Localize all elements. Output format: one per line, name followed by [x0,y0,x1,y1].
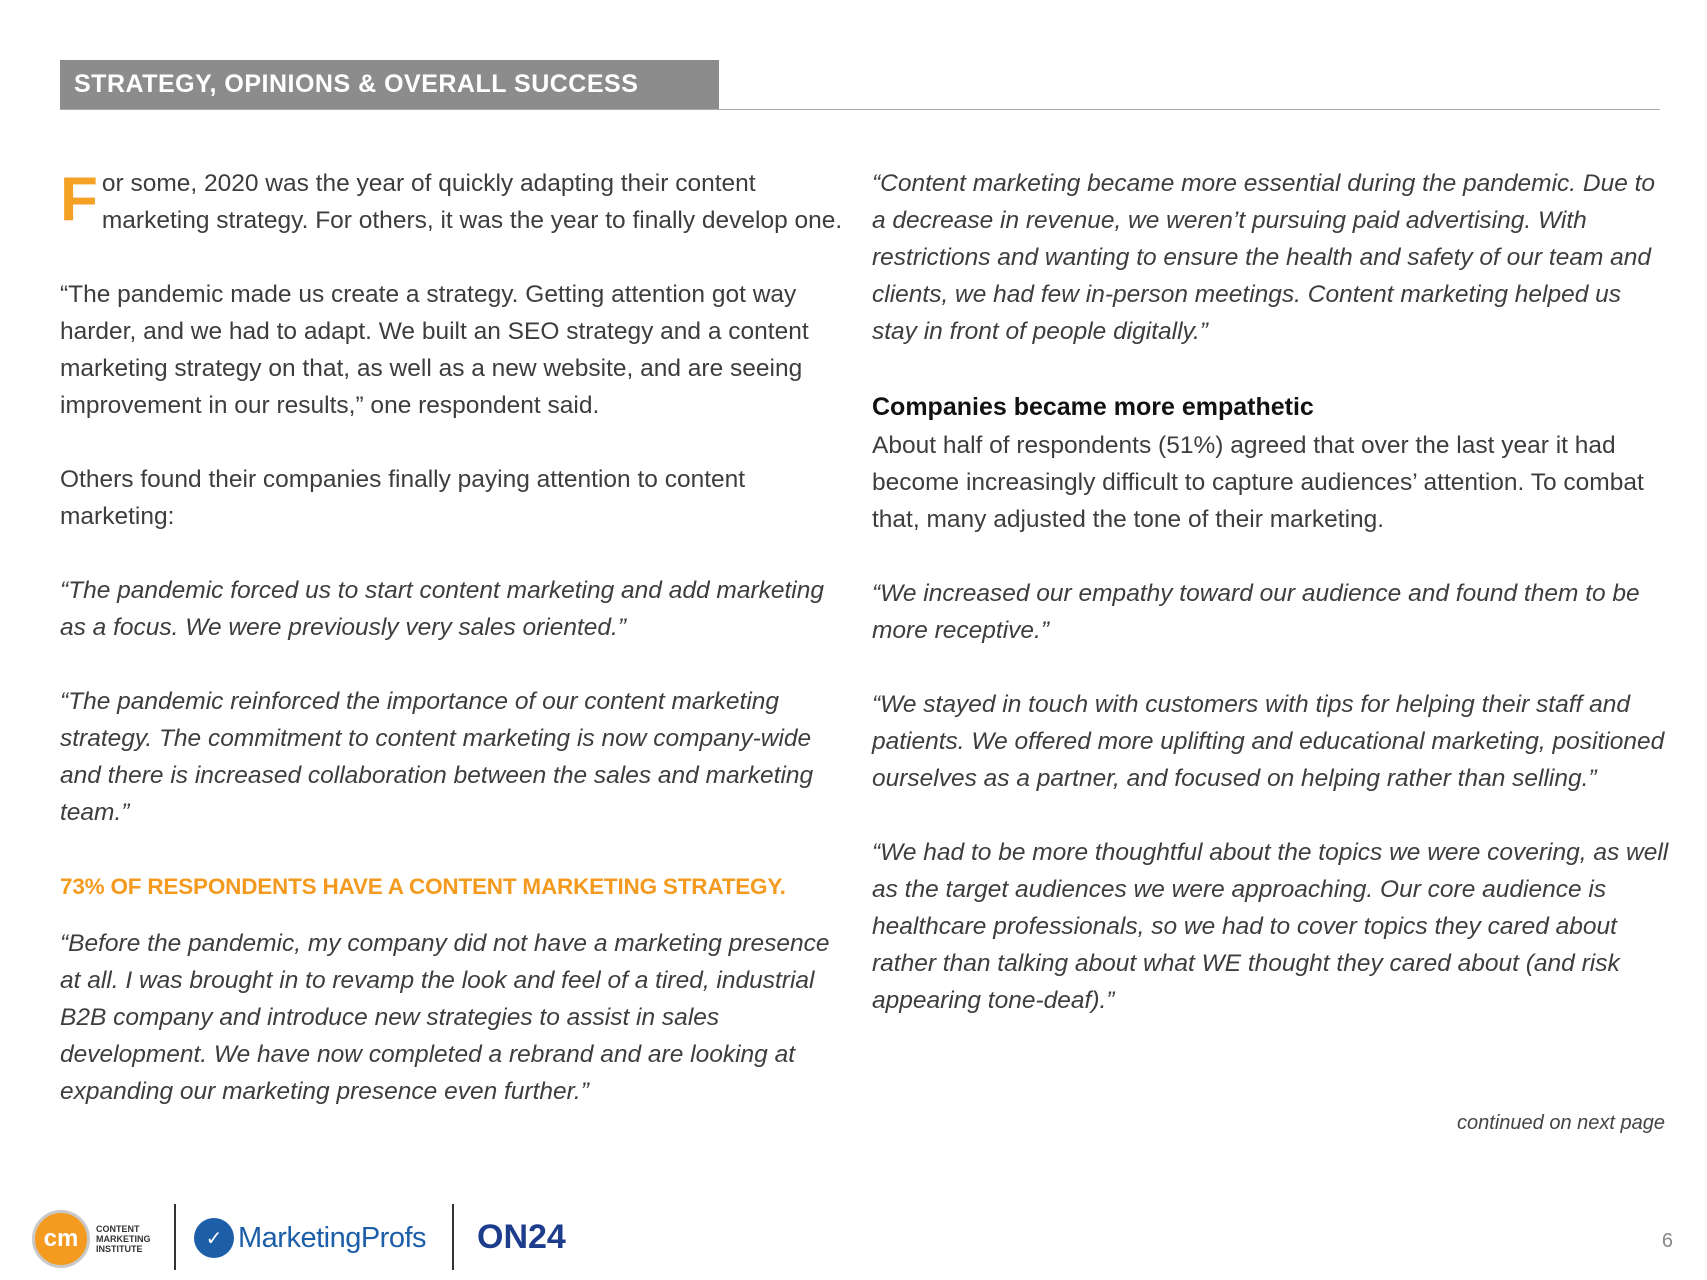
right-column [872,165,1672,1019]
cmi-logo[interactable] [32,1210,151,1268]
quote-empathy: “We increased our empathy toward our audience and found them to be more receptive.” [872,580,1640,644]
on24-logo[interactable] [477,1218,566,1257]
continued-note: continued on next page [1457,1112,1665,1134]
quote-reinforced: “The pandemic reinforced the importance of our content marketing strategy. The commitment to content marketing is now company-wide and there is increased collaboration between the sales and marketing team.” [60,688,814,826]
quote-essential: “Content marketing became more essential during the pandemic. Due to a decrease in revenue, we weren’t pursuing paid advertising. With restrictions and wanting to ensure the health and safety of our team and clients, we had few in-person meetings. Content marketing helped us stay in front of people digitally.” [872,170,1656,345]
page-number: 6 [1661,1230,1673,1252]
marketingprofs-text: MarketingProfs [238,1221,427,1254]
quote-before-pandemic: “Before the pandemic, my company did not have a marketing presence at all. I was brought in to revamp the look and feel of a tired, industrial B2B company and introduce new strategies to assist in sales development. We have now completed a rebrand and are looking at expanding our marketing presence even further.” [60,930,830,1105]
others-paragraph: Others found their companies finally paying attention to content marketing: [60,466,746,530]
drop-cap: F [60,165,98,234]
cmi-logo-text [96,1224,151,1254]
section-header [60,60,1660,110]
cmi-line-1: CONTENT [96,1224,140,1234]
respondent-paragraph: “The pandemic made us create a strategy. Getting attention got way harder, and we had to adapt. We built an SEO strategy and a content marketing strategy on that, as well as a new website, and are seeing improvement in our results,” one respondent said. [60,281,809,419]
on24-rest: N24 [503,1218,566,1256]
cmi-logo-icon: cm [32,1210,90,1268]
marketingprofs-bird-icon: ✓ [194,1218,234,1258]
left-column [60,165,850,1110]
quote-forced: “The pandemic forced us to start content marketing and add marketing as a focus. We were previously very sales oriented.” [60,577,824,641]
quote-touch: “We stayed in touch with customers with tips for helping their staff and patients. We offered more uplifting and educational marketing, positioned ourselves as a partner, and focused on helping rather than selling.” [872,691,1665,792]
intro-paragraph [60,165,850,239]
logo-divider [174,1204,176,1270]
empathy-paragraph: About half of respondents (51%) agreed that over the last year it had become increasingly difficult to capture audiences’ attention. To combat that, many adjusted the tone of their marketing. [872,432,1644,533]
cmi-line-3: INSTITUTE [96,1244,143,1254]
marketingprofs-logo[interactable] [194,1218,426,1258]
subheading-empathetic: Companies became more empathetic [872,393,1314,421]
on24-o: O [477,1218,504,1256]
quote-thoughtful: “We had to be more thoughtful about the topics we were covering, as well as the target audiences we were approaching. Our core audience is healthcare professionals, so we had to cover topics they cared about rather than talking about what WE thought they cared about (and risk appearing tone-deaf).” [872,839,1669,1014]
section-title: STRATEGY, OPINIONS & OVERALL SUCCESS [60,60,719,109]
stat-callout: 73% OF RESPONDENTS HAVE A CONTENT MARKETING STRATEGY. [60,874,786,899]
cmi-line-2: MARKETING [96,1234,151,1244]
logo-divider [452,1204,454,1270]
intro-text: or some, 2020 was the year of quickly adapting their content marketing strategy. For others, it was the year to finally develop one. [101,170,843,234]
footer-logos [32,1200,632,1272]
